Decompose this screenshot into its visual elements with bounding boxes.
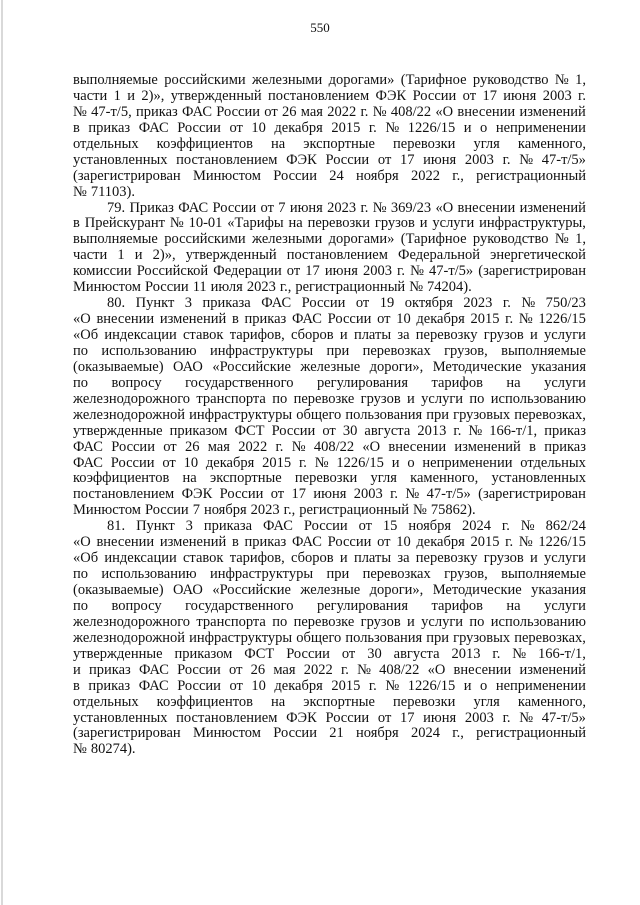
text-line: № 47-т/5, приказ ФАС России от 26 мая 2022 г. № 408/22 «О внесении изменений xyxy=(73,103,586,120)
text-line: железнодорожной инфраструктуры общего пользования при грузовых перевозках, xyxy=(73,406,586,423)
text-line: утвержденные приказом ФСТ России от 30 августа 2013 г. № 166-т/1, приказ xyxy=(73,422,586,439)
text-line: (оказываемые) ОАО «Российские железные дороги», Методические указания xyxy=(73,582,586,598)
text-line: комиссии Российской Федерации от 17 июня 2003 г. № 47-т/5» (зарегистрирован xyxy=(73,263,586,280)
text-line: отдельных коэффициентов на экспортные перевозки угля каменного, xyxy=(73,693,586,710)
text-line: в Прейскурант № 10-01 «Тарифы на перевозки грузов и услуги инфраструктуры, xyxy=(73,215,586,232)
text-line: 80. Пункт 3 приказа ФАС России от 19 октября 2023 г. № 750/23 xyxy=(107,295,586,312)
text-line: 79. Приказ ФАС России от 7 июня 2023 г. № 369/23 «О внесении изменений xyxy=(107,199,586,216)
text-line: Минюстом России 11 июля 2023 г., регистрационный № 74204). xyxy=(73,279,472,296)
text-line: (оказываемые) ОАО «Российские железные дороги», Методические указания xyxy=(73,358,586,375)
text-line: Минюстом России 7 ноября 2023 г., регистрационный № 75862). xyxy=(73,502,476,519)
text-line: установленных постановлением ФЭК России от 17 июня 2003 г. № 47-т/5» xyxy=(73,709,586,726)
text-line: установленных постановлением ФЭК России от 17 июня 2003 г. № 47-т/5» xyxy=(73,151,586,168)
text-line: «Об индексации ставок тарифов, сборов и платы за перевозку грузов и услуги xyxy=(73,327,586,343)
document-body xyxy=(73,73,586,758)
text-line: в приказ ФАС России от 10 декабря 2015 г. № 1226/15 и о неприменении xyxy=(73,119,586,136)
text-line: «О внесении изменений в приказ ФАС России от 10 декабря 2015 г. № 1226/15 xyxy=(73,311,586,328)
text-line: выполняемые российскими железными дорогами» (Тарифное руководство № 1, xyxy=(73,72,586,88)
text-line: 81. Пункт 3 приказа ФАС России от 15 ноября 2024 г. № 862/24 xyxy=(107,518,586,535)
text-line: по вопросу государственного регулирования тарифов на услуги xyxy=(73,374,586,391)
text-line: железнодорожного транспорта по перевозке грузов и услуги по использованию xyxy=(73,390,586,407)
text-line: утвержденные приказом ФСТ России от 30 августа 2013 г. № 166-т/1, xyxy=(73,645,586,662)
text-line: «О внесении изменений в приказ ФАС России от 10 декабря 2015 г. № 1226/15 xyxy=(73,534,586,551)
text-line: коэффициентов на экспортные перевозки угля каменного, установленных xyxy=(73,470,586,487)
text-line: выполняемые российскими железными дорогами» (Тарифное руководство № 1, xyxy=(73,231,586,248)
text-line: железнодорожного транспорта по перевозке грузов и услуги по использованию xyxy=(73,613,586,630)
text-line: по использованию инфраструктуры при перевозках грузов, выполняемые xyxy=(73,566,586,583)
text-line: ФАС России от 26 мая 2022 г. № 408/22 «О внесении изменений в приказ xyxy=(73,438,586,455)
paragraph-p-79 xyxy=(73,201,586,297)
text-line: «Об индексации ставок тарифов, сборов и платы за перевозку грузов и услуги xyxy=(73,550,586,567)
paragraph-p-80 xyxy=(73,296,586,519)
paragraph-p-continued xyxy=(73,73,586,201)
text-line: № 71103). xyxy=(73,183,136,200)
page-number: 550 xyxy=(310,20,330,35)
text-line: в приказ ФАС России от 10 декабря 2015 г. № 1226/15 и о неприменении xyxy=(73,677,586,694)
text-line: постановлением ФЭК России от 17 июня 2003 г. № 47-т/5» (зарегистрирован xyxy=(73,486,586,503)
text-line: по использованию инфраструктуры при перевозках грузов, выполняемые xyxy=(73,342,586,359)
text-line: по вопросу государственного регулирования тарифов на услуги xyxy=(73,597,586,614)
text-line: (зарегистрирован Минюстом России 24 ноября 2022 г., регистрационный xyxy=(73,167,586,184)
paragraph-p-81 xyxy=(73,519,586,758)
text-line: части 1 и 2)», утвержденный постановлением ФЭК России от 17 июня 2003 г. xyxy=(73,87,586,104)
scan-edge-mark xyxy=(1,0,3,905)
text-line: № 80274). xyxy=(73,741,136,758)
text-line: отдельных коэффициентов на экспортные перевозки угля каменного, xyxy=(73,135,586,152)
text-line: (зарегистрирован Минюстом России 21 ноября 2024 г., регистрационный xyxy=(73,725,586,742)
text-line: и приказ ФАС России от 26 мая 2022 г. № 408/22 «О внесении изменений xyxy=(73,661,586,678)
text-line: ФАС России от 10 декабря 2015 г. № 1226/15 и о неприменении отдельных xyxy=(73,454,586,471)
text-line: части 1 и 2)», утвержденный постановлением Федеральной энергетической xyxy=(73,247,586,264)
text-line: железнодорожной инфраструктуры общего пользования при грузовых перевозках, xyxy=(73,629,586,646)
